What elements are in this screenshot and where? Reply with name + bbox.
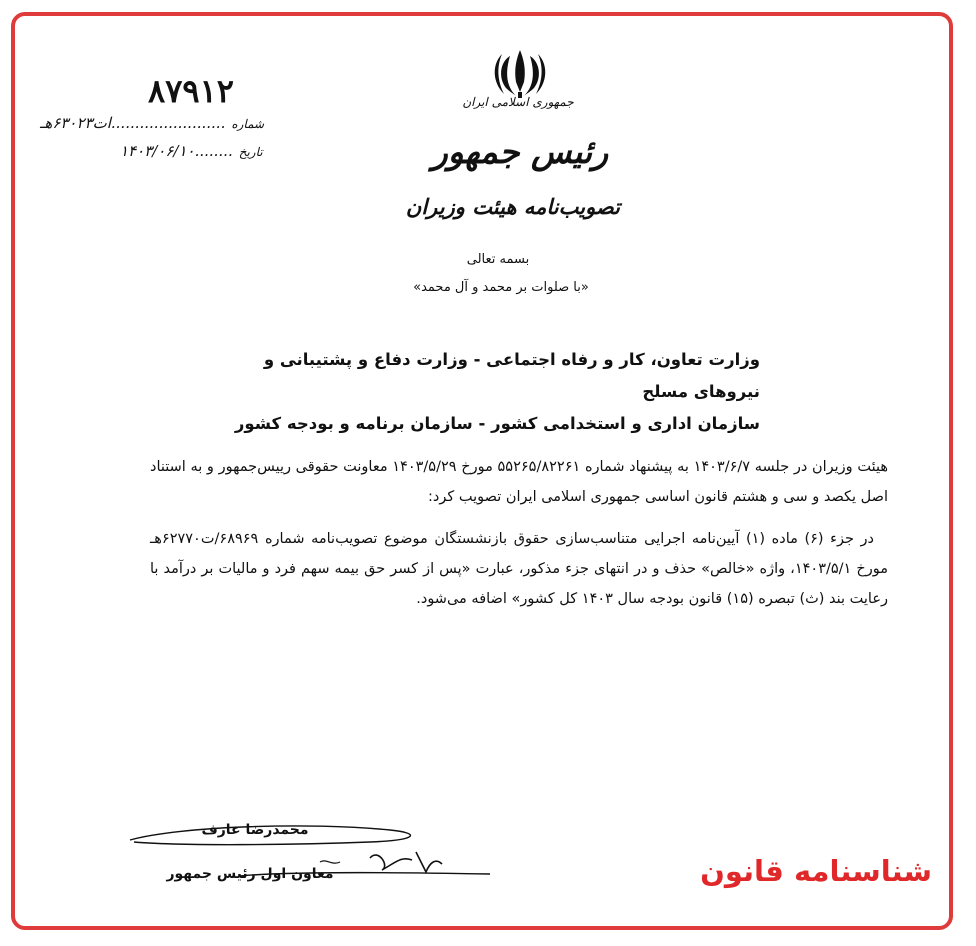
header-president: رئیس جمهور: [431, 132, 609, 171]
letter-date: [120, 142, 263, 160]
recipients: [220, 344, 760, 440]
letter-number: [40, 114, 264, 132]
iran-emblem-icon: [490, 48, 550, 100]
salawat: «با صلوات بر محمد و آل محمد»: [413, 280, 589, 295]
recipients-line-2: سازمان اداری و استخدامی کشور - سازمان برنامه و بودجه کشور: [234, 414, 760, 433]
recipients-line-1: وزارت تعاون، کار و رفاه اجتماعی - وزارت دفاع و پشتیبانی و نیروهای مسلح: [263, 350, 760, 401]
header-approval: تصویب‌نامه هیئت وزیران: [405, 194, 620, 219]
overlay-title: شناسنامه قانون: [700, 854, 932, 888]
bismillah: بسمه تعالی: [466, 252, 530, 267]
letter-number-label: شماره: [231, 117, 265, 131]
serial-number: ۸۷۹۱۲: [148, 72, 234, 110]
signer-name: محمدرضا عارف: [201, 822, 309, 838]
paragraph-1: هیئت وزیران در جلسه ۱۴۰۳/۶/۷ به پیشنهاد شماره ۵۵۲۶۵/۸۲۲۶۱ مورخ ۱۴۰۳/۵/۲۹ معاونت حقوقی رییس‌جمهور و به استناد اصل یکصد و سی و هشتم قانون اساسی جمهوری اسلامی ایران تصویب کرد:: [150, 459, 888, 505]
letter-date-label: تاریخ: [238, 145, 263, 159]
signer-title: معاون اول رئیس جمهور: [166, 866, 334, 882]
paragraph-2: در جزء (۶) ماده (۱) آیین‌نامه اجرایی متناسب‌سازی حقوق بازنشستگان موضوع تصویب‌نامه شماره ۶۸۹۶۹/ت۶۲۷۷۰هـ مورخ ۱۴۰۳/۵/۱، واژه «خالص» حذف و در انتهای جزء مذکور، عبارت «پس از کسر حق بیمه سهم فرد و مالیات بر درآمد با رعایت بند (ث) تبصره (۱۵) قانون بودجه سال ۱۴۰۳ کل کشور» اضافه می‌شود.: [150, 531, 888, 607]
letter-date-value: ........۱۴۰۳/۰۶/۱۰: [120, 142, 233, 160]
letter-number-value: ........................ات۶۳۰۲۳هـ: [40, 114, 226, 132]
decree-body: [150, 452, 888, 614]
header-country: جمهوری اسلامی ایران: [462, 95, 574, 109]
